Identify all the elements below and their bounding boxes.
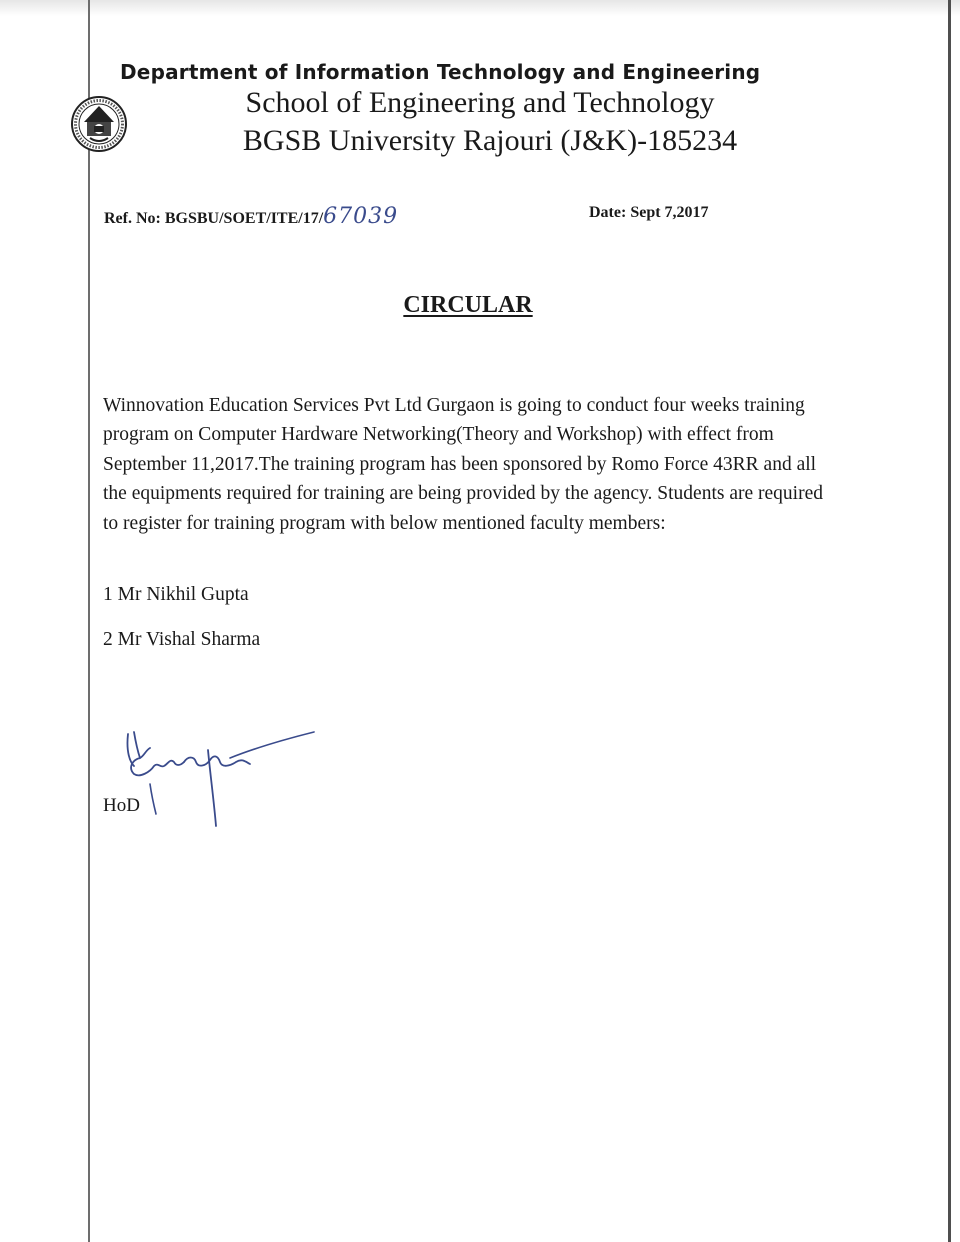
school-name: School of Engineering and Technology [245,86,715,119]
handwritten-reference-number: 67039 [323,204,399,229]
circular-body: Winnovation Education Services Pvt Ltd Gurgaon is going to conduct four weeks training program on Computer Hardware Networking(Theory and Workshop) with effect from September 11,2017.The training program has been sponsored by Romo Force 43RR and all the equipments required for training are being provided by the agency. Students are required to register for training program with below mentioned faculty members: [103,395,823,534]
scan-edge-left [88,0,90,1242]
circular-heading: CIRCULAR [403,292,533,318]
reference-number [104,204,398,229]
scan-shadow [0,0,960,16]
faculty-member: 2 Mr Vishal Sharma [103,629,261,650]
university-name: BGSB University Rajouri (J&K)-185234 [242,124,738,157]
signatory-label: HoD [103,795,140,816]
faculty-member: 1 Mr Nikhil Gupta [103,584,249,605]
circular-date: Date: Sept 7,2017 [589,204,709,221]
faculty-list [103,581,503,671]
reference-label: Ref. No: BGSBU/SOET/ITE/17/ [104,210,324,227]
hod-signature [110,722,330,832]
scan-edge-right [948,0,951,1242]
department-title: Department of Information Technology and Engineering [120,60,761,84]
